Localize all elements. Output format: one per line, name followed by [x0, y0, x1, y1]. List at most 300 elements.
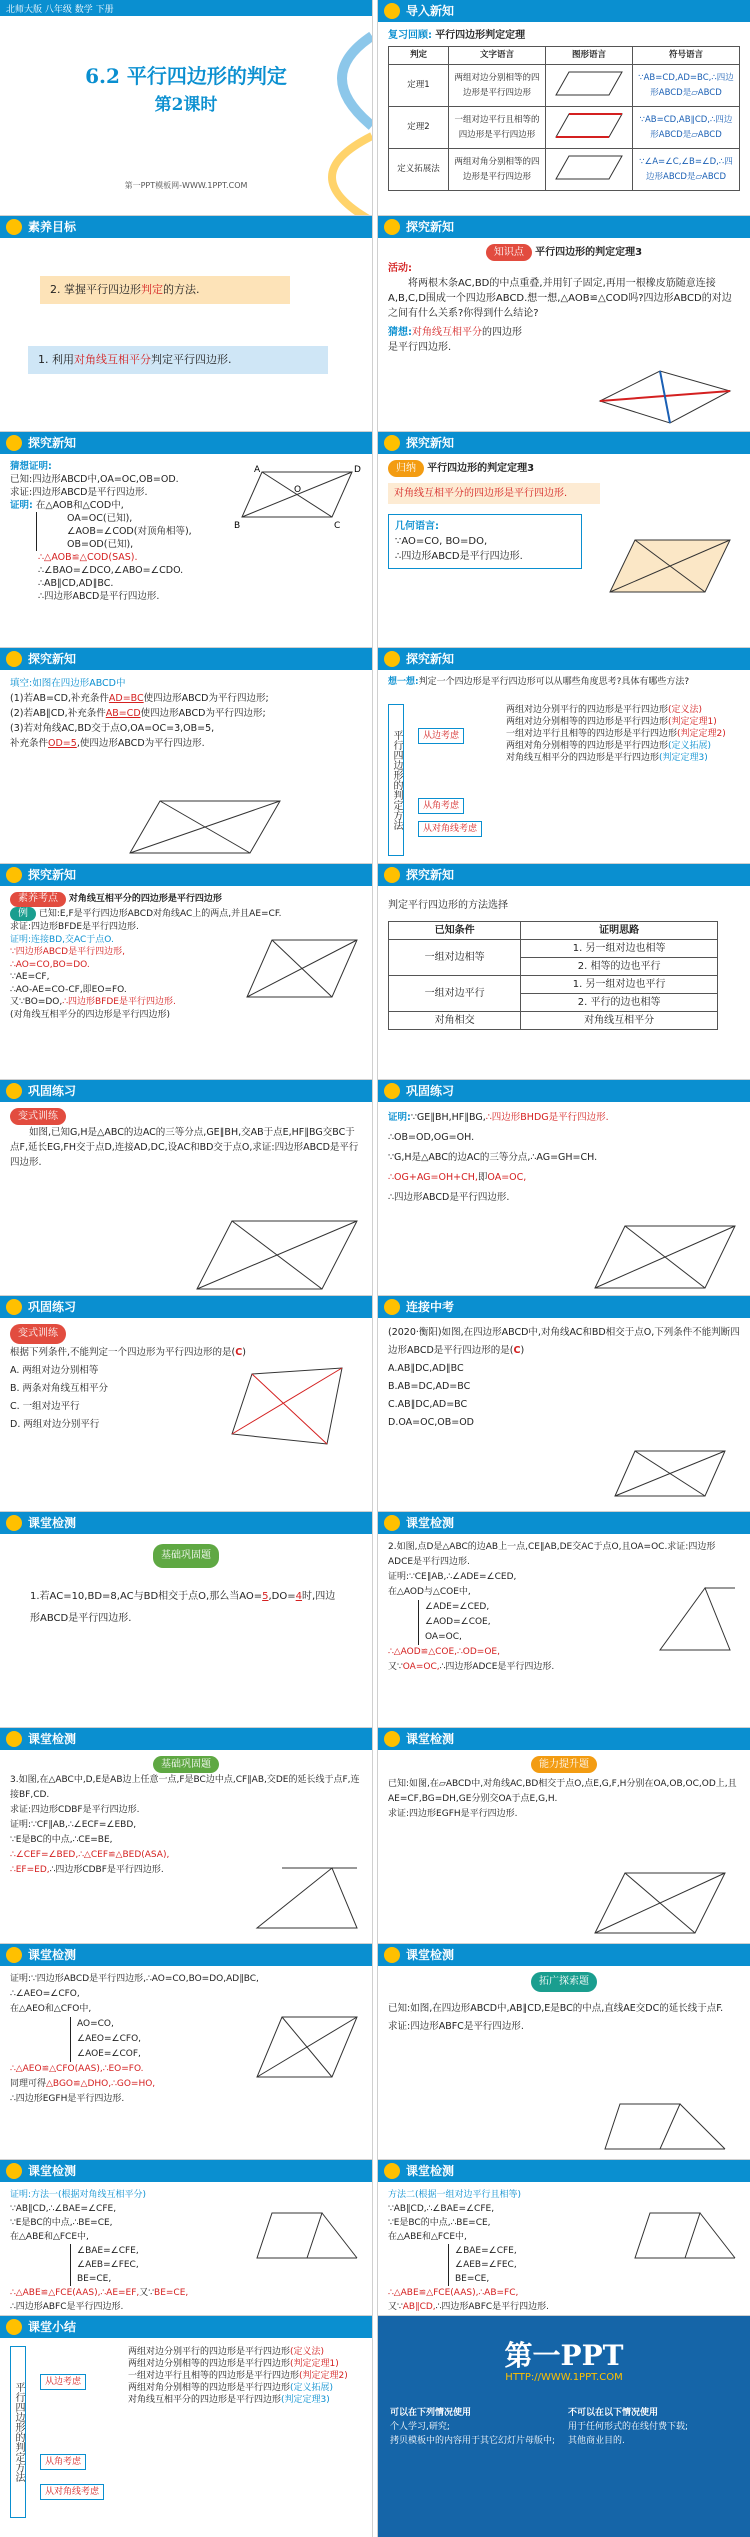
- table-cell: 2. 平行的边也相等: [521, 994, 718, 1012]
- header-badge-icon: [384, 1515, 400, 1531]
- vertical-title: 平行四边形的判定方法: [388, 704, 404, 856]
- proof-line: ∵AB∥CD,∴∠BAE=∠CFE,: [10, 2204, 117, 2214]
- header-badge-icon: [6, 1731, 22, 1747]
- header-title: 课堂检测: [406, 2164, 455, 2178]
- method-source: (定义拓展): [668, 741, 712, 751]
- answer-blank: AD=BC: [108, 693, 144, 704]
- proof-label: 证明:: [10, 500, 33, 511]
- proof-line: 证明:∵CF∥AB,∴∠ECF=∠EBD,: [10, 1820, 137, 1830]
- proof-line: ∠AOE=∠COF,: [77, 2049, 141, 2059]
- proof-highlight: ∴OG+AG=OH+CH,: [388, 1172, 478, 1183]
- header-title: 课堂检测: [406, 1516, 455, 1530]
- header-badge-icon: [384, 1947, 400, 1963]
- given-text: 已知:四边形ABCD中,OA=OC,OB=OD.: [10, 474, 179, 485]
- method-source: (判定定理2): [299, 2371, 348, 2381]
- slide-header: [0, 1296, 372, 1318]
- cover-subtitle: 第2课时: [154, 95, 218, 115]
- proof-highlight: ∴△AOD≌△COE,∴OD=OE,: [388, 1647, 500, 1657]
- end-url: HTTP://WWW.1PPT.COM: [505, 2372, 623, 2383]
- header-title: 巩固练习: [28, 1300, 77, 1314]
- goal-1: [28, 346, 328, 374]
- header-title: 课堂检测: [28, 1516, 77, 1530]
- proof-label: 证明:: [388, 1112, 411, 1123]
- header-title: 课堂检测: [406, 1732, 455, 1746]
- header-title: 课堂小结: [28, 2320, 77, 2334]
- proof-line: OA=OC,: [425, 1632, 462, 1642]
- ability-tag: 能力提升题: [531, 1756, 597, 1773]
- proof-line: ∠ADE=∠CED,: [425, 1602, 490, 1612]
- header-badge-icon: [6, 435, 22, 451]
- table-cell: 定义拓展法: [389, 149, 449, 191]
- header-title: 课堂检测: [28, 1948, 77, 1962]
- example-tag: 例: [10, 907, 36, 922]
- proof-line: ∴∠BAO=∠DCO,∠ABO=∠CDO.: [38, 565, 184, 576]
- slide-check-2: [378, 1512, 750, 1733]
- proof-line: ∠AEB=∠FEC,: [455, 2260, 517, 2270]
- slide-header: [378, 0, 750, 22]
- table-cell: ∵∠A=∠C,∠B=∠D,∴四边形ABCD是▱ABCD: [633, 149, 740, 191]
- prove-text: 求证:四边形EGFH是平行四边形.: [388, 1809, 518, 1819]
- slide-check-4: [378, 1728, 750, 1949]
- summary-tag: 归纳: [388, 460, 424, 477]
- slide-header: [0, 216, 372, 238]
- figure-cell: [546, 107, 633, 149]
- prove-text: 求证:四边形ABCD是平行四边形.: [10, 487, 148, 498]
- header-badge-icon: [384, 2163, 400, 2179]
- option-figure: [222, 1364, 352, 1454]
- header-title: 课堂检测: [28, 2164, 77, 2178]
- option-b: B. 两条对角线互相平分: [10, 1383, 109, 1394]
- slide-review: [378, 0, 750, 221]
- method-table: [388, 921, 718, 1030]
- slide-summary: [0, 2316, 372, 2537]
- slide-practice-1: [0, 1080, 372, 1301]
- review-label: 复习回顾:: [388, 30, 432, 41]
- allowed-item: 个人学习,研究;: [390, 2422, 450, 2432]
- proof-line: 在△ABE和△FCE中,: [388, 2232, 467, 2242]
- method-source: (定义法): [668, 705, 703, 715]
- variant-tag: 变式训练: [10, 1108, 66, 1125]
- option-a: A.AB∥DC,AD∥BC: [388, 1363, 464, 1374]
- header-badge-icon: [6, 651, 22, 667]
- table-cell: 对角线互相平分: [521, 1012, 718, 1030]
- node-diagonal: 从对角线考虑: [40, 2484, 104, 2500]
- header-badge-icon: [384, 1299, 400, 1315]
- slide-header: [0, 1080, 372, 1102]
- proof-line: ∴OB=OD,OG=OH.: [388, 1132, 475, 1143]
- question-text: 1.若AC=10,BD=8,AC与BD相交于点O,那么当AO=: [30, 1591, 263, 1602]
- prove-text: 求证:四边形CDBF是平行四边形.: [10, 1805, 140, 1815]
- header-title: 探究新知: [406, 220, 455, 234]
- cover-site: 第一PPT模板网-WWW.1PPT.COM: [124, 181, 248, 190]
- proof-line: ∵E是BC的中点,∴BE=CE,: [388, 2218, 491, 2228]
- proof-line: ∵GE∥BH,HF∥BG,: [410, 1112, 486, 1123]
- proof-line: ∵四边形ABCD是平行四边形,: [10, 947, 125, 957]
- slide-proof: [0, 432, 372, 653]
- slide-header: [0, 1728, 372, 1750]
- header-badge-icon: [6, 1515, 22, 1531]
- label-B: B: [234, 521, 241, 531]
- answer: C: [513, 1345, 521, 1356]
- proof-line: ∴四边形ABCD是平行四边形.: [38, 591, 160, 602]
- question-text: (1)若AB=CD,补充条件: [10, 693, 109, 704]
- slide-activity: [378, 216, 750, 437]
- proof-highlight: OA=OC,: [402, 1662, 440, 1672]
- header-badge-icon: [384, 435, 400, 451]
- header-title: 课堂检测: [28, 1732, 77, 1746]
- proof-highlight: ∴△ABE≌△FCE(AAS),∴AE=EF,: [10, 2288, 140, 2298]
- method-text: 两组对边分别相等的四边形是平行四边形: [506, 717, 669, 727]
- method-text: 对角线互相平分的四边形是平行四边形: [128, 2395, 282, 2405]
- proof-line: ∴AO-AE=CO-CF,即EO=FO.: [10, 984, 127, 995]
- theorem-definition: 对角线互相平分的四边形是平行四边形.: [388, 483, 600, 504]
- explore-tag: 拓广探索题: [531, 1972, 597, 1992]
- question-text: 使四边形ABCD为平行四边形;: [140, 708, 266, 719]
- slide-header: [378, 864, 750, 886]
- proof-highlight: OA=OC,: [487, 1172, 527, 1183]
- col-head: 已知条件: [389, 922, 521, 940]
- slide-header: [378, 216, 750, 238]
- slide-header: [378, 1512, 750, 1534]
- method-source: (判定定理3): [281, 2395, 330, 2405]
- proof-line: ∵AB∥CD,∴∠BAE=∠CFE,: [388, 2204, 495, 2214]
- proof-highlight: ∴四边形BFDE是平行四边形.: [62, 997, 176, 1007]
- header-title: 课堂检测: [406, 1948, 455, 1962]
- slide-header: [0, 2316, 372, 2338]
- slide-header: [378, 1296, 750, 1318]
- proof-highlight: ∴△AEO≌△CFO(AAS),∴EO=FO.: [10, 2064, 144, 2074]
- header-badge-icon: [6, 1299, 22, 1315]
- table-cell: ∵AB=CD,AD=BC,∴四边形ABCD是▱ABCD: [633, 65, 740, 107]
- option-a: A. 两组对边分别相等: [10, 1365, 99, 1376]
- fill-figure: [120, 793, 290, 863]
- proof-line: ∴四边形CDBF是平行四边形.: [49, 1865, 164, 1875]
- proof-line: 同理可得: [10, 2079, 47, 2089]
- header-title: 探究新知: [28, 868, 77, 882]
- label-A: A: [254, 465, 261, 475]
- slide-header: [0, 864, 372, 886]
- question-text: ): [242, 1347, 246, 1358]
- think-question: 判定一个四边形是平行四边形可以从哪些角度思考?具体有哪些方法?: [418, 677, 690, 687]
- review-title: 平行四边形判定定理: [435, 30, 526, 41]
- goal-highlight: 对角线互相平分: [74, 353, 151, 366]
- proof-highlight: AB∥CD,: [402, 2302, 436, 2312]
- header-badge-icon: [384, 651, 400, 667]
- table-cell: 一组对边平行且相等的四边形是平行四边形: [449, 107, 546, 149]
- proof-line: ∴四边形ABFC是平行四边形.: [10, 2302, 124, 2312]
- goal-2: [40, 276, 290, 304]
- proof-line: ∴△AOB≌△COD(SAS).: [38, 552, 138, 563]
- question-title: 填空:如图在四边形ABCD中: [10, 678, 126, 689]
- col-head: 证明思路: [521, 922, 718, 940]
- proof-highlight: ∴∠CEF=∠BED,∴△CEF≌△BED(ASA),: [10, 1850, 170, 1860]
- theorem-title: 平行四边形的判定定理3: [427, 463, 535, 474]
- proof-line: 即: [477, 1172, 488, 1183]
- cover-bar: [0, 0, 372, 16]
- practice-figure: [590, 1220, 740, 1295]
- exam-figure: [610, 1446, 730, 1501]
- header-title: 素养目标: [28, 220, 77, 234]
- method-source: (判定定理3): [659, 753, 708, 763]
- slide-header: [0, 2160, 372, 2182]
- slide-header: [378, 648, 750, 670]
- method-text: 对角线互相平分的四边形是平行四边形: [506, 753, 660, 763]
- proof-line: 在△AOB和△COD中,: [35, 500, 124, 511]
- answer-blank: OD=5: [48, 738, 77, 749]
- check-figure: [600, 2099, 730, 2154]
- proof-line: 又∵: [139, 2288, 155, 2298]
- slide-practice-proof: [378, 1080, 750, 1301]
- proof-line: ∠BAE=∠CFE,: [455, 2246, 517, 2256]
- proof-line: ∴∠AEO=∠CFO,: [10, 1989, 80, 1999]
- slide-check-1: [0, 1512, 372, 1733]
- prove-text: 求证:四边形ABFC是平行四边形.: [388, 2021, 524, 2032]
- proof-line: BE=CE,: [77, 2274, 112, 2284]
- table-cell: 两组对角分别相等的四边形是平行四边形: [449, 149, 546, 191]
- proof-line: (对角线互相平分的四边形是平行四边形): [10, 1009, 171, 1020]
- allowed-item: 拷贝模板中的内容用于其它幻灯片母版中;: [390, 2436, 556, 2446]
- col-head: 符号语言: [633, 47, 740, 65]
- proof-line: ∴四边形ADCE是平行四边形.: [439, 1662, 555, 1672]
- proof-highlight: ∴四边形BHDG是平行四边形.: [485, 1112, 609, 1123]
- node-side: 从边考虑: [40, 2374, 86, 2390]
- check-figure: [630, 2208, 740, 2263]
- option-d: D. 两组对边分别平行: [10, 1419, 100, 1430]
- proof-line: 在△ABE和△FCE中,: [10, 2232, 89, 2242]
- goal-text: 1. 利用: [38, 353, 74, 366]
- check-figure: [252, 2208, 362, 2263]
- question-text: 已知:如图,在▱ABCD中,对角线AC,BD相交于点O,点E,G,F,H分别在OA,OB,OC,OD上,且AE=CF,BG=DH,GE分别交OA于点E,G,H.: [388, 1779, 737, 1804]
- check-figure: [650, 1580, 740, 1660]
- header-title: 探究新知: [28, 436, 77, 450]
- goal-text: 2. 掌握平行四边形: [50, 283, 141, 296]
- vertical-title: 平行四边形的判定方法: [10, 2346, 26, 2518]
- slide-header: [378, 1728, 750, 1750]
- method-source: (判定定理2): [677, 729, 726, 739]
- basic-tag: 基础巩固题: [153, 1756, 219, 1773]
- proof-highlight: ∴△ABE≌△FCE(AAS),∴AB=FC,: [388, 2288, 519, 2298]
- question-text: 已知:如图,在四边形ABCD中,AB∥CD,E是BC的中点,直线AE交DC的延长线于点F.: [388, 2003, 724, 2014]
- goal-text: 的方法.: [163, 283, 200, 296]
- slide-header: [0, 1944, 372, 1966]
- proof-line: ∵E是BC的中点,∴CE=BE,: [10, 1835, 113, 1845]
- method-text: 两组对角分别相等的四边形是平行四边形: [128, 2383, 291, 2393]
- geometry-line: ∴四边形ABCD是平行四边形.: [395, 551, 523, 562]
- answer-blank: AB=CD: [105, 708, 141, 719]
- proof-line: ∠AOD=∠COE,: [425, 1617, 491, 1627]
- basic-tag: 基础巩固题: [153, 1544, 219, 1568]
- header-title: 探究新知: [406, 436, 455, 450]
- knowledge-point-tag: 知识点: [486, 244, 532, 261]
- slide-end: [378, 2316, 750, 2537]
- question-text: (3)若对角线AC,BD交于点O,OA=OC=3,OB=5,: [10, 723, 215, 734]
- allowed-title: 可以在下列情况使用: [390, 2408, 472, 2418]
- proof-line: AO=CO,: [77, 2019, 114, 2029]
- header-badge-icon: [384, 219, 400, 235]
- table-cell: 对角相交: [389, 1012, 521, 1030]
- header-title: 连接中考: [406, 1300, 455, 1314]
- header-badge-icon: [6, 219, 22, 235]
- label-C: C: [334, 521, 341, 531]
- slide-exam: [378, 1296, 750, 1517]
- method-text: 两组对边分别相等的四边形是平行四边形: [128, 2359, 291, 2369]
- method-source: (判定定理1): [290, 2359, 339, 2369]
- example-figure: [242, 932, 362, 1007]
- option-c: C. 一组对边平行: [10, 1401, 80, 1412]
- think-label: 想一想:: [388, 677, 419, 687]
- proof-line: OA=OC(已知),: [67, 513, 133, 524]
- proof-line: ∴四边形ABFC是平行四边形.: [435, 2302, 550, 2312]
- table-cell: 一组对边平行: [389, 976, 521, 1012]
- node-angle: 从角考虑: [40, 2454, 86, 2470]
- question-text: (2020·衡阳)如图,在四边形ABCD中,对角线AC和BD相交于点O,下列条件不能判断四边形ABCD是平行四边形的是(: [388, 1327, 740, 1356]
- method-source: (定义法): [290, 2347, 325, 2357]
- proof-highlight: BE=CE,: [154, 2288, 189, 2298]
- option-b: B.AB=DC,AD=BC: [388, 1381, 471, 1392]
- header-badge-icon: [6, 2163, 22, 2179]
- parallelogram-figure: [554, 68, 624, 98]
- slide-check-5: [0, 1944, 372, 2165]
- table-cell: 2. 相等的边也平行: [521, 958, 718, 976]
- proof-line: ∴AB∥CD,AD∥BC.: [38, 578, 114, 589]
- proof-line: BE=CE,: [455, 2274, 490, 2284]
- header-badge-icon: [384, 1083, 400, 1099]
- slide-check-3: [0, 1728, 372, 1949]
- header-badge-icon: [6, 867, 22, 883]
- header-badge-icon: [6, 1083, 22, 1099]
- practice-figure: [192, 1215, 362, 1295]
- proof-highlight: △BGO≌△DHO,∴GO=HO,: [46, 2079, 156, 2089]
- node-side: 从边考虑: [418, 728, 464, 744]
- slide-goals: [0, 216, 372, 437]
- proof-line: 在△AEO和△CFO中,: [10, 2004, 92, 2014]
- header-title: 探究新知: [28, 652, 77, 666]
- proof-line: 在△AOD与△COE中,: [388, 1587, 471, 1597]
- activity-label: 活动:: [388, 263, 412, 274]
- proof-highlight: ∴EF=ED,: [10, 1865, 50, 1875]
- slide-check-6: [378, 1944, 750, 2165]
- proof-figure: [232, 462, 362, 532]
- slide-theorem3: [378, 432, 750, 653]
- method-text: 一组对边平行且相等的四边形是平行四边形: [506, 729, 678, 739]
- guess-text: 的四边形: [482, 327, 522, 338]
- answer-blank: 4: [295, 1591, 303, 1602]
- table-cell: 定理1: [389, 65, 449, 107]
- table-cell: ∵AB=CD,AB∥CD,∴四边形ABCD是▱ABCD: [633, 107, 740, 149]
- table-cell: 定理2: [389, 107, 449, 149]
- table-cell: 1. 另一组对边也相等: [521, 940, 718, 958]
- guess-label: 猜想:: [388, 327, 412, 338]
- proof-line: ∠AEB=∠FEC,: [77, 2260, 139, 2270]
- header-title: 探究新知: [406, 652, 455, 666]
- method-source: (判定定理1): [668, 717, 717, 727]
- header-badge-icon: [6, 2319, 22, 2335]
- proof-title: 猜想证明:: [10, 461, 52, 472]
- proof-line: ∠AEO=∠CFO,: [77, 2034, 142, 2044]
- method-text: 一组对边平行且相等的四边形是平行四边形: [128, 2371, 300, 2381]
- slide-header: [378, 1080, 750, 1102]
- question-text: ): [520, 1345, 525, 1356]
- label-D: D: [354, 465, 361, 475]
- practice-text: 如图,已知G,H是△ABC的边AC的三等分点,GE∥BH,交AB于点E,HF∥BG交BC于点F,延长EG,FH交于点D,连接AD,DC,设AC和BD交于点O,求证:四边形ABCD是平行四边形.: [10, 1127, 359, 1168]
- proof-line: ∴四边形ABCD是平行四边形.: [388, 1192, 510, 1203]
- proof-line: 证明:连接BD,交AC于点O.: [10, 934, 114, 945]
- key-point-tag: 素养考点: [10, 892, 66, 907]
- proof-line: 又∵: [388, 1662, 403, 1672]
- slide-methods: [378, 648, 750, 869]
- header-badge-icon: [6, 1947, 22, 1963]
- publisher-label: 北师大版 八年级 数学 下册: [6, 5, 114, 15]
- proof-line: ∴AO=CO,BO=DO.: [10, 959, 90, 970]
- method-text: 两组对角分别相等的四边形是平行四边形: [506, 741, 669, 751]
- figure-cell: [546, 65, 633, 107]
- table-cell: 一组对边相等: [389, 940, 521, 976]
- slide-header: [0, 1512, 372, 1534]
- question-text: ,DO=: [268, 1591, 296, 1602]
- goal-text: 判定平行四边形.: [151, 353, 232, 366]
- prove-text: 求证:四边形BFDE是平行四边形.: [10, 922, 139, 932]
- label-O: O: [294, 485, 302, 495]
- proof-line: ∴四边形EGFH是平行四边形.: [10, 2094, 125, 2104]
- slide-header: [378, 1944, 750, 1966]
- method-source: (定义拓展): [290, 2383, 334, 2393]
- knowledge-point-title: 平行四边形的判定定理3: [535, 247, 643, 258]
- variant-tag: 变式训练: [10, 1324, 66, 1344]
- question-text: ,使四边形ABCD为平行四边形.: [76, 738, 205, 749]
- method-text: 两组对边分别平行的四边形是平行四边形: [506, 705, 669, 715]
- review-table: [388, 46, 740, 191]
- header-badge-icon: [384, 1731, 400, 1747]
- col-head: 图形语言: [546, 47, 633, 65]
- proof-line: ∠BAE=∠CFE,: [77, 2246, 139, 2256]
- parallelogram-figure: [554, 152, 624, 182]
- header-badge-icon: [384, 3, 400, 19]
- example-text: 已知:E,F是平行四边形ABCD对角线AC上的两点,并且AE=CF.: [38, 908, 282, 919]
- answer: C: [235, 1347, 243, 1358]
- question-text: 时,四边形ABCD是平行四边形.: [30, 1591, 336, 1624]
- option-d: D.OA=OC,OB=OD: [388, 1417, 474, 1428]
- header-title: 导入新知: [406, 4, 455, 18]
- slide-method-table: [378, 864, 750, 1085]
- end-logo: 第一PPT: [504, 2339, 624, 2372]
- method-text: 两组对边分别平行的四边形是平行四边形: [128, 2347, 291, 2357]
- proof-line: 证明:∵四边形ABCD是平行四边形,∴AO=CO,BO=DO,AD∥BC,: [10, 1974, 259, 1984]
- option-c: C.AB∥DC,AD=BC: [388, 1399, 468, 1410]
- check-figure: [252, 2012, 362, 2082]
- question-text: 根据下列条件,不能判定一个四边形为平行四边形的是(: [10, 1347, 236, 1358]
- question-text: 使四边形ABCD为平行四边形;: [143, 693, 269, 704]
- header-title: 巩固练习: [28, 1084, 77, 1098]
- table-title: 判定平行四边形的方法选择: [388, 900, 508, 911]
- slide-fill-in: [0, 648, 372, 869]
- activity-figure: [590, 361, 740, 431]
- question-text: (2)若AB∥CD,补充条件: [10, 708, 106, 719]
- check-figure: [252, 1863, 362, 1933]
- activity-text: 将两根木条AC,BD的中点重叠,并用钉子固定,再用一根橡皮筋随意连接A,B,C,D围成一个四边形ABCD.想一想,△AOB≌△COD吗?四边形ABCD的对边之间有什么关系?你得到什么结论?: [388, 278, 732, 319]
- geometry-line: ∵AO=CO, BO=DO,: [395, 536, 488, 547]
- node-diagonal: 从对角线考虑: [418, 821, 482, 837]
- parallelogram-figure: [554, 110, 624, 140]
- slide-practice-2: [0, 1296, 372, 1517]
- slide-cover: [0, 0, 372, 221]
- goal-highlight: 判定: [141, 283, 163, 296]
- guess-highlight: 对角线互相平分: [412, 327, 482, 338]
- example-title: 对角线互相平分的四边形是平行四边形: [68, 894, 222, 904]
- proof-line: ∠AOB=∠COD(对顶角相等),: [67, 526, 192, 537]
- header-badge-icon: [384, 867, 400, 883]
- slide-header: [0, 432, 372, 454]
- proof-line: ∵G,H是△ABC的边AC的三等分点,∴AG=GH=CH.: [388, 1152, 598, 1163]
